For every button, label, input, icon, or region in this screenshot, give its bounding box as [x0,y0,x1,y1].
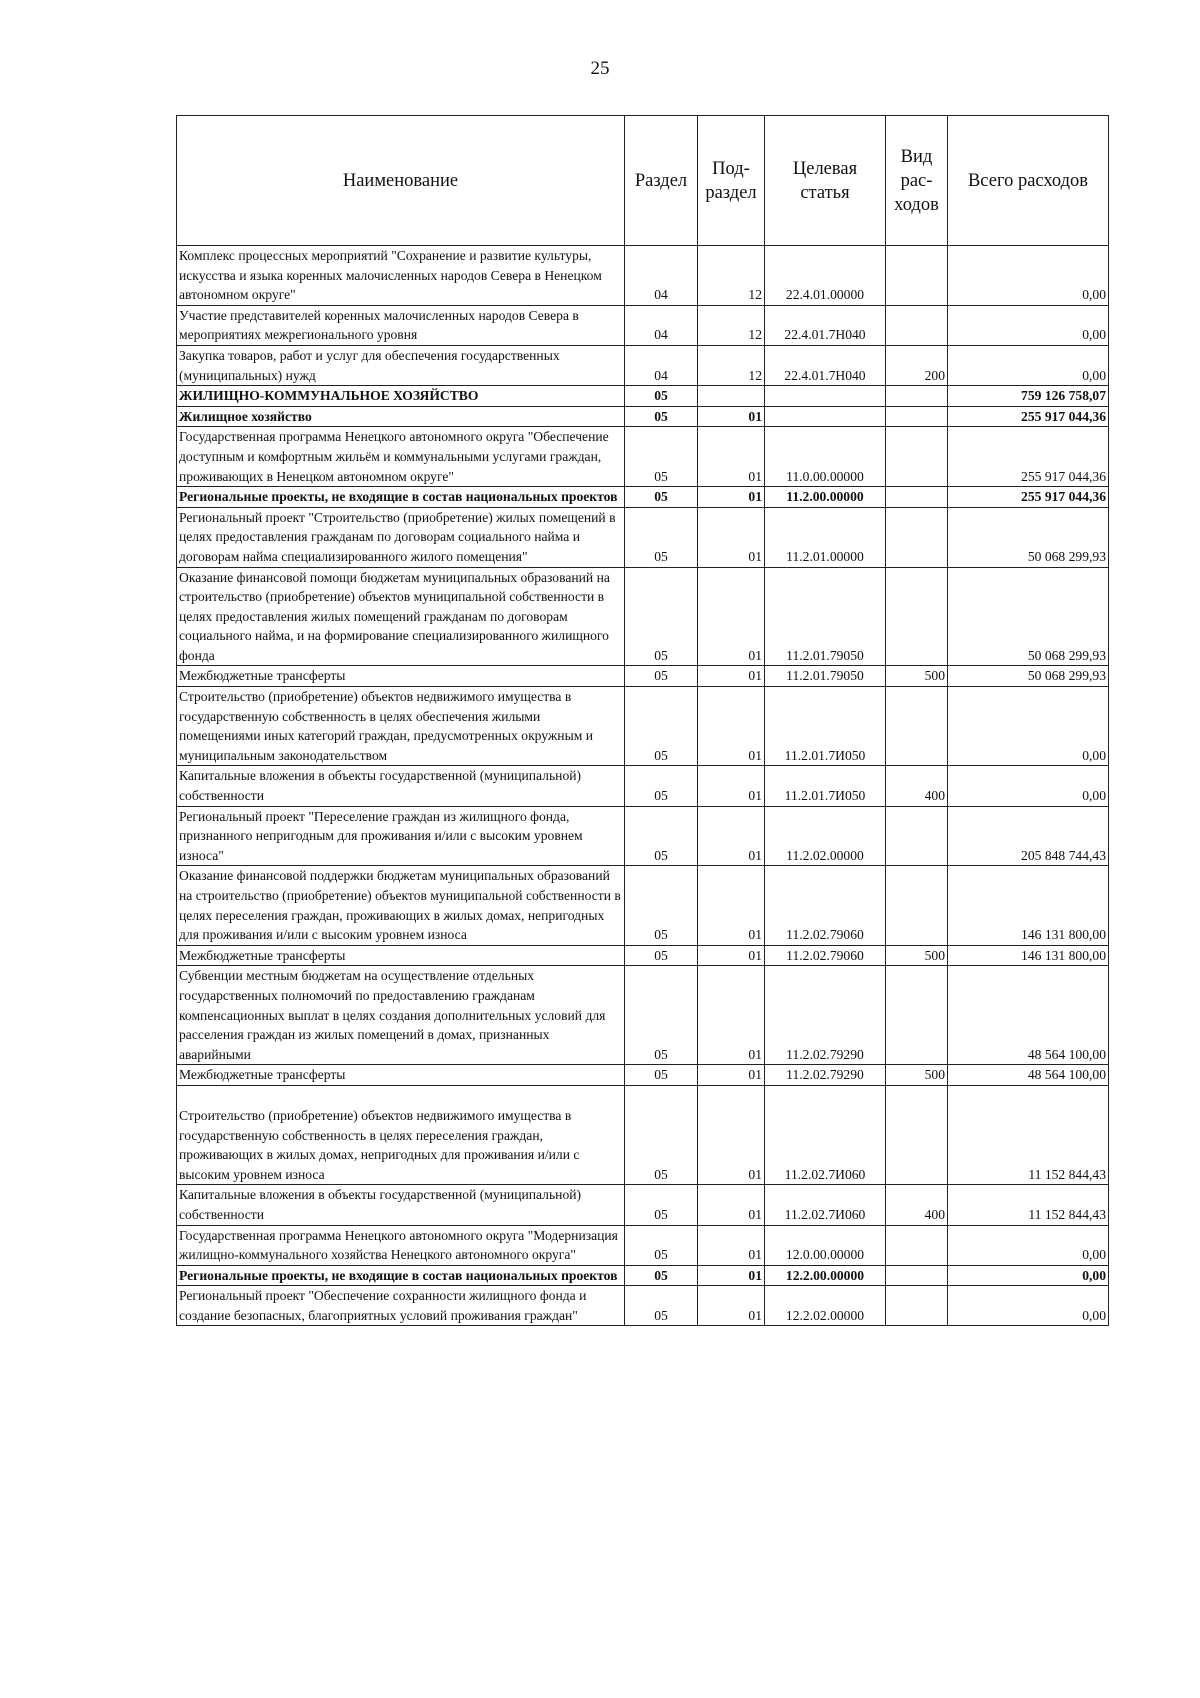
row-kind: 400 [886,766,948,806]
table-row [177,567,1109,666]
row-kind: 400 [886,1185,948,1225]
table-row [177,766,1109,806]
row-section: 05 [625,427,698,487]
row-total: 205 848 744,43 [948,806,1109,866]
table-row [177,305,1109,345]
row-name: Комплекс процессных мероприятий "Сохранение и развитие культуры, искусства и языка коренных малочисленных народов Севера в Ненецком автономном округе" [177,246,625,306]
row-target: 11.0.00.00000 [765,427,886,487]
row-total: 146 131 800,00 [948,866,1109,945]
budget-table [176,115,1109,1326]
table-row [177,1085,1109,1184]
row-name: Капитальные вложения в объекты государственной (муниципальной) собственности [177,766,625,806]
row-name: Субвенции местным бюджетам на осуществление отдельных государственных полномочий по предоставлению гражданам компенсационных выплат в целях создания дополнительных условий для расселения граждан из жилых помещений в домах, признанных аварийными [177,966,625,1065]
row-section: 04 [625,246,698,306]
header-total: Всего расходов [948,116,1109,246]
row-section: 05 [625,406,698,427]
row-kind: 500 [886,1065,948,1086]
table-header-row [177,116,1109,246]
row-section: 05 [625,1265,698,1286]
row-section: 04 [625,305,698,345]
row-subsection: 01 [698,406,765,427]
row-target: 12.0.00.00000 [765,1225,886,1265]
row-section: 05 [625,945,698,966]
header-section: Раздел [625,116,698,246]
row-section: 04 [625,345,698,385]
row-total: 255 917 044,36 [948,427,1109,487]
row-name: Региональный проект "Обеспечение сохранности жилищного фонда и создание безопасных, благоприятных условий проживания граждан" [177,1286,625,1326]
row-target: 12.2.02.00000 [765,1286,886,1326]
row-kind: 200 [886,345,948,385]
table-row [177,507,1109,567]
table-row [177,1265,1109,1286]
row-name: Закупка товаров, работ и услуг для обеспечения государственных (муниципальных) нужд [177,345,625,385]
row-name: Государственная программа Ненецкого автономного округа "Модернизация жилищно-коммунального хозяйства Ненецкого автономного округа" [177,1225,625,1265]
row-target: 11.2.02.79290 [765,966,886,1065]
row-name: Межбюджетные трансферты [177,1065,625,1086]
row-subsection: 01 [698,507,765,567]
row-target: 11.2.00.00000 [765,487,886,508]
row-total: 0,00 [948,305,1109,345]
row-subsection: 01 [698,866,765,945]
row-section: 05 [625,1185,698,1225]
row-subsection: 01 [698,1225,765,1265]
table-row [177,386,1109,407]
row-total: 0,00 [948,1225,1109,1265]
row-section: 05 [625,766,698,806]
row-name: Региональный проект "Переселение граждан из жилищного фонда, признанного непригодным для проживания и/или с высоким уровнем износа" [177,806,625,866]
row-kind [886,687,948,766]
row-section: 05 [625,386,698,407]
row-total: 0,00 [948,687,1109,766]
row-total: 50 068 299,93 [948,567,1109,666]
row-total: 255 917 044,36 [948,406,1109,427]
header-target: Целевая статья [765,116,886,246]
row-kind [886,1286,948,1326]
row-target: 22.4.01.7Н040 [765,305,886,345]
row-section: 05 [625,1085,698,1184]
row-total: 0,00 [948,766,1109,806]
row-subsection: 01 [698,966,765,1065]
row-kind [886,567,948,666]
table-row [177,1065,1109,1086]
row-subsection: 01 [698,766,765,806]
row-target: 22.4.01.00000 [765,246,886,306]
row-total: 0,00 [948,246,1109,306]
row-kind: 500 [886,945,948,966]
row-name: Региональные проекты, не входящие в состав национальных проектов [177,1265,625,1286]
row-subsection: 12 [698,305,765,345]
table-row [177,666,1109,687]
row-total: 759 126 758,07 [948,386,1109,407]
row-name: Государственная программа Ненецкого автономного округа "Обеспечение доступным и комфортным жильём и коммунальными услугами граждан, проживающих в Ненецком автономном округе" [177,427,625,487]
table-row [177,1286,1109,1326]
row-subsection: 01 [698,427,765,487]
row-total: 255 917 044,36 [948,487,1109,508]
row-target: 11.2.02.79060 [765,945,886,966]
row-target: 11.2.02.79060 [765,866,886,945]
row-subsection: 01 [698,487,765,508]
row-kind [886,386,948,407]
table-row [177,806,1109,866]
table-row [177,487,1109,508]
table-row [177,345,1109,385]
row-kind [886,1085,948,1184]
row-kind [886,507,948,567]
table-row [177,966,1109,1065]
row-kind: 500 [886,666,948,687]
row-subsection: 01 [698,1286,765,1326]
row-target: 11.2.01.00000 [765,507,886,567]
table-row [177,427,1109,487]
row-target: 11.2.02.79290 [765,1065,886,1086]
row-target: 11.2.01.7И050 [765,687,886,766]
row-total: 50 068 299,93 [948,666,1109,687]
row-total: 11 152 844,43 [948,1185,1109,1225]
row-subsection: 01 [698,1065,765,1086]
page-number: 25 [590,58,610,79]
header-name: Наименование [177,116,625,246]
row-kind [886,427,948,487]
row-total: 146 131 800,00 [948,945,1109,966]
table-row [177,406,1109,427]
row-subsection: 12 [698,246,765,306]
row-target: 11.2.02.7И060 [765,1185,886,1225]
header-kind: Вид рас-ходов [886,116,948,246]
table-row [177,687,1109,766]
row-subsection: 01 [698,1265,765,1286]
row-kind [886,866,948,945]
row-total: 11 152 844,43 [948,1085,1109,1184]
row-target: 11.2.02.00000 [765,806,886,866]
row-subsection: 01 [698,567,765,666]
row-total: 0,00 [948,345,1109,385]
row-total: 0,00 [948,1286,1109,1326]
row-kind [886,966,948,1065]
row-section: 05 [625,507,698,567]
row-section: 05 [625,966,698,1065]
row-section: 05 [625,567,698,666]
row-name: Региональные проекты, не входящие в состав национальных проектов [177,487,625,508]
row-subsection: 12 [698,345,765,385]
row-name: Строительство (приобретение) объектов недвижимого имущества в государственную собственность в целях обеспечения жилыми помещениями иных категорий граждан, предусмотренных окружным и муниципальным законодательством [177,687,625,766]
table-row [177,1185,1109,1225]
row-name: Участие представителей коренных малочисленных народов Севера в мероприятиях межрегионального уровня [177,305,625,345]
table-row [177,945,1109,966]
row-target: 11.2.01.7И050 [765,766,886,806]
row-name: Строительство (приобретение) объектов недвижимого имущества в государственную собственность в целях переселения граждан, проживающих в жилых домах, непригодных для проживания и/или с высоким уровнем износа [177,1085,625,1184]
row-name: Оказание финансовой поддержки бюджетам муниципальных образований на строительство (приобретение) объектов муниципальной собственности в целях переселения граждан, проживающих в жилых домах, непригодных для проживания и/или с высоким уровнем износа [177,866,625,945]
header-subsection: Под-раздел [698,116,765,246]
row-subsection [698,386,765,407]
row-section: 05 [625,866,698,945]
row-kind [886,305,948,345]
row-subsection: 01 [698,687,765,766]
row-target: 12.2.00.00000 [765,1265,886,1286]
table-row [177,246,1109,306]
row-total: 48 564 100,00 [948,966,1109,1065]
row-target [765,386,886,407]
row-total: 50 068 299,93 [948,507,1109,567]
row-target: 11.2.01.79050 [765,567,886,666]
row-name: Межбюджетные трансферты [177,945,625,966]
row-section: 05 [625,1065,698,1086]
row-kind [886,406,948,427]
row-section: 05 [625,687,698,766]
row-total: 0,00 [948,1265,1109,1286]
row-kind [886,806,948,866]
row-subsection: 01 [698,806,765,866]
row-section: 05 [625,1286,698,1326]
row-section: 05 [625,487,698,508]
table-row [177,866,1109,945]
row-name: Жилищное хозяйство [177,406,625,427]
row-target: 22.4.01.7Н040 [765,345,886,385]
row-name: Межбюджетные трансферты [177,666,625,687]
row-subsection: 01 [698,666,765,687]
row-kind [886,487,948,508]
row-section: 05 [625,666,698,687]
row-name: Оказание финансовой помощи бюджетам муниципальных образований на строительство (приобретение) объектов муниципальной собственности в целях предоставления жилых помещений гражданам по договорам социального найма, и на формирование специализированного жилищного фонда [177,567,625,666]
row-kind [886,1225,948,1265]
row-kind [886,246,948,306]
row-name: Региональный проект "Строительство (приобретение) жилых помещений в целях предоставления гражданам по договорам социального найма и договорам найма специализированного жилого помещения" [177,507,625,567]
row-section: 05 [625,806,698,866]
row-total: 48 564 100,00 [948,1065,1109,1086]
row-subsection: 01 [698,1085,765,1184]
row-target [765,406,886,427]
row-name: ЖИЛИЩНО-КОММУНАЛЬНОЕ ХОЗЯЙСТВО [177,386,625,407]
row-target: 11.2.01.79050 [765,666,886,687]
row-target: 11.2.02.7И060 [765,1085,886,1184]
row-section: 05 [625,1225,698,1265]
row-subsection: 01 [698,945,765,966]
table-body [177,246,1109,1326]
row-subsection: 01 [698,1185,765,1225]
row-kind [886,1265,948,1286]
table-row [177,1225,1109,1265]
row-name: Капитальные вложения в объекты государственной (муниципальной) собственности [177,1185,625,1225]
